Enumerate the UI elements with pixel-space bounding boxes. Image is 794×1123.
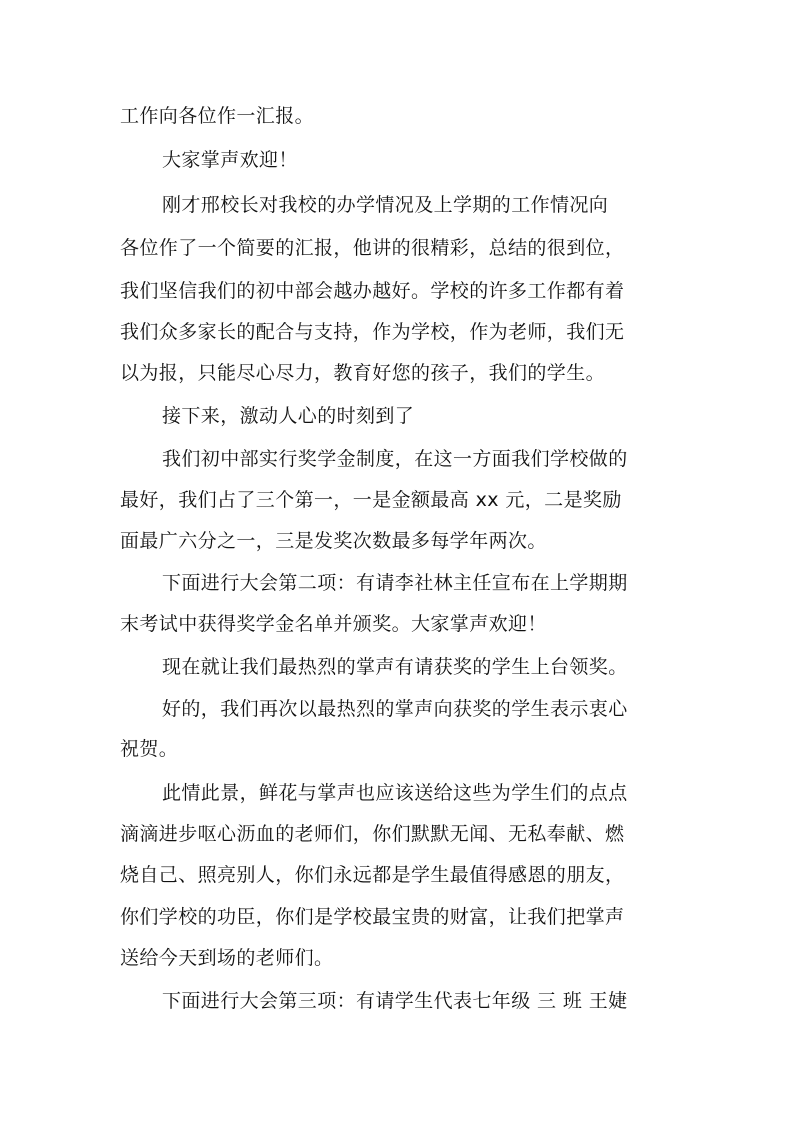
text-line: 送给今天到场的老师们。 — [120, 947, 334, 969]
text-line: 祝贺。 — [120, 738, 179, 760]
text-line: 滴滴进步呕心沥血的老师们，你们默默无闻、无私奉献、燃 — [120, 823, 625, 845]
text-line: 刚才邢校长对我校的办学情况及上学期的工作情况向 — [162, 194, 609, 216]
text-line: 现在就让我们最热烈的掌声有请获奖的学生上台领奖。 — [162, 656, 628, 678]
text-line: 此情此景，鲜花与掌声也应该送给这些为学生们的点点 — [162, 782, 628, 804]
text-line: 下面进行大会第三项：有请学生代表七年级 三 班 王婕 — [162, 990, 628, 1012]
text-line: 末考试中获得奖学金名单并颁奖。大家掌声欢迎！ — [120, 613, 547, 635]
text-line: 工作向各位作一汇报。 — [120, 105, 315, 127]
text-line: 烧自己、照亮别人，你们永远都是学生最值得感恩的朋友， — [120, 864, 625, 886]
text-line: 好的，我们再次以最热烈的掌声向获奖的学生表示衷心 — [162, 698, 628, 720]
text-line: 面最广六分之一，三是发奖次数最多每学年两次。 — [120, 530, 547, 552]
text-line: 你们学校的功臣，你们是学校最宝贵的财富，让我们把掌声 — [120, 906, 625, 928]
text-line: 我们坚信我们的初中部会越办越好。学校的许多工作都有着 — [120, 280, 625, 302]
text-line: 大家掌声欢迎！ — [162, 149, 298, 171]
text-line: 以为报，只能尽心尽力，教育好您的孩子，我们的学生。 — [120, 362, 606, 384]
text-line: 接下来，激动人心的时刻到了 — [162, 405, 415, 427]
text-line: 最好，我们占了三个第一，一是金额最高 xx 元，二是奖励 — [120, 489, 622, 511]
text-line: 我们众多家长的配合与支持，作为学校，作为老师，我们无 — [120, 321, 625, 343]
text-line: 我们初中部实行奖学金制度，在这一方面我们学校做的 — [162, 448, 628, 470]
text-line: 各位作了一个简要的汇报，他讲的很精彩，总结的很到位， — [120, 237, 625, 259]
text-line: 下面进行大会第二项：有请李社林主任宣布在上学期期 — [162, 572, 628, 594]
